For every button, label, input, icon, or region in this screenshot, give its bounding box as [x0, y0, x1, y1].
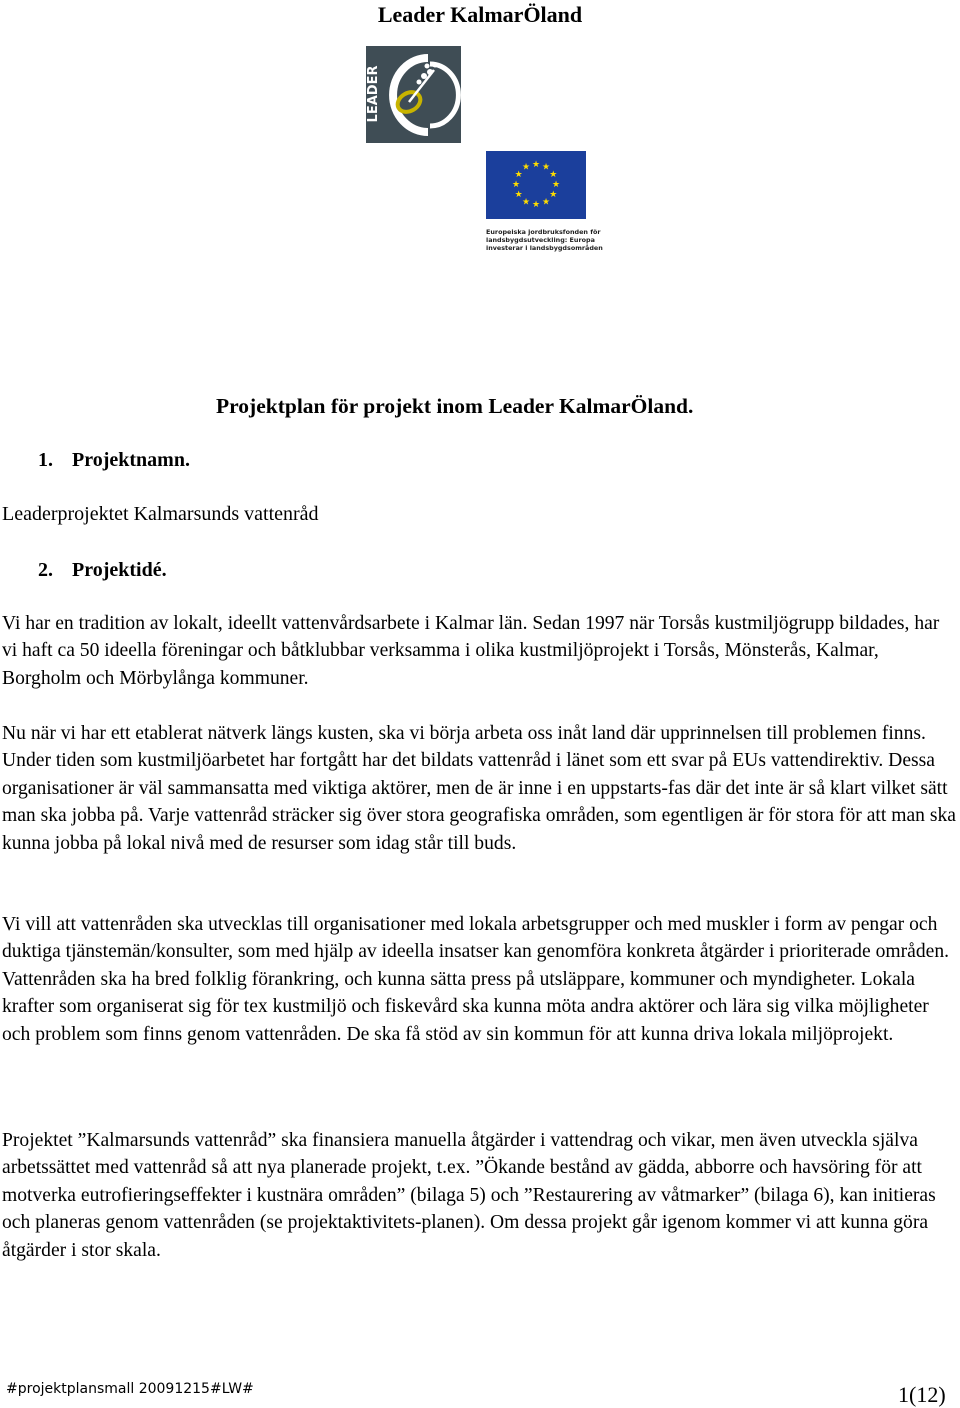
section-number: 2. — [38, 559, 53, 581]
page-number: 1(12) — [898, 1382, 946, 1407]
body-paragraph: Nu när vi har ett etablerat nätverk längs kusten, ska vi börja arbeta oss inåt land där upprinnelsen till problemen finns. Under tiden som kustmiljöarbetet har fortgått har det bildats vattenråd i länet som ett svar på EUs vattendirektiv. Dessa organisationer är väl sammansatta med viktiga aktörer, men de är inne i en uppstarts-fas där det inte är så klart vilket sätt man ska jobba på. Varje vattenråd sträcker sig över stora geografiska områden, som egentligen är för stora för att man ska kunna jobba på lokal nivå med de resurser som idag står till buds. — [2, 723, 956, 854]
svg-text:★: ★ — [521, 162, 531, 173]
section-heading-projektide — [38, 559, 167, 582]
leader-logo-text: LEADER — [366, 65, 381, 123]
page-header-title: Leader KalmarÖland — [377, 2, 583, 27]
eu-flag-icon — [486, 151, 586, 219]
section-heading-text: Projektidé. — [72, 559, 167, 581]
svg-text:★: ★ — [541, 197, 551, 208]
eu-logo-caption: Europeiska jordbruksfonden för landsbygdsutveckling: Europa investerar i landsbygdsområden — [486, 228, 603, 252]
svg-text:★: ★ — [514, 190, 523, 200]
svg-text:★: ★ — [531, 200, 541, 210]
body-paragraph: Vi har en tradition av lokalt, ideellt vattenvårdsarbete i Kalmar län. Sedan 1997 när Torsås kustmiljögrupp bildades, har vi haft ca 50 ideella föreningar och båtklubbar verksamma i olika kustmiljöprojekt i Torsås, Mönsterås, Kalmar, Borgholm och Mörbylånga kommuner. — [2, 613, 940, 689]
document-title: Projektplan för projekt inom Leader KalmarÖland. — [216, 394, 694, 418]
section-heading-text: Projektnamn. — [72, 449, 190, 471]
body-paragraph: Projektet ”Kalmarsunds vattenråd” ska finansiera manuella åtgärder i vattendrag och vikar, men även utveckla själva arbetssättet med vattenråd så att nya planerade projekt, t.ex. ”Ökande bestånd av gädda, abborre och havsöring för att motverka eutrofieringseffekter i kustnära områden” (bilaga 5) och ”Restaurering av våtmarker” (bilaga 6), kan initieras och planeras genom vattenråden (se projektaktivitets-planen). Om dessa projekt går igenom kommer vi att kunna göra åtgärder i stor skala. — [2, 1130, 936, 1261]
svg-text:★: ★ — [541, 162, 551, 173]
svg-text:★: ★ — [511, 180, 521, 190]
eu-logo — [486, 151, 603, 252]
svg-text:★: ★ — [549, 190, 558, 200]
leader-logo-icon — [366, 46, 461, 143]
svg-text:★: ★ — [514, 170, 523, 180]
footer-template-id: #projektplansmall 20091215#LW# — [6, 1381, 254, 1397]
project-name: Leaderprojektet Kalmarsunds vattenråd — [2, 503, 319, 525]
svg-text:★: ★ — [551, 180, 561, 190]
body-paragraph: Vi vill att vattenråden ska utvecklas till organisationer med lokala arbetsgrupper och med muskler i form av pengar och duktiga tjänstemän/konsulter, som med hjälp av ideella insatser kan genomföra konkreta åtgärder i prioriterade områden. Vattenråden ska ha bred folklig förankring, och kunna sätta press på utsläppare, kommuner och myndigheter. Lokala krafter som organiserat sig för tex kustmiljö och fiskevård ska kunna möta andra aktörer och lära sig vilka möjligheter och problem som finns genom vattenråden. De ska få stöd av sin kommun för att kunna driva lokala miljöprojekt. — [2, 914, 950, 1045]
svg-text:★: ★ — [549, 170, 558, 180]
section-heading-projektnamn — [38, 449, 190, 472]
svg-text:★: ★ — [521, 197, 531, 208]
section-number: 1. — [38, 449, 53, 471]
svg-text:★: ★ — [531, 160, 541, 170]
